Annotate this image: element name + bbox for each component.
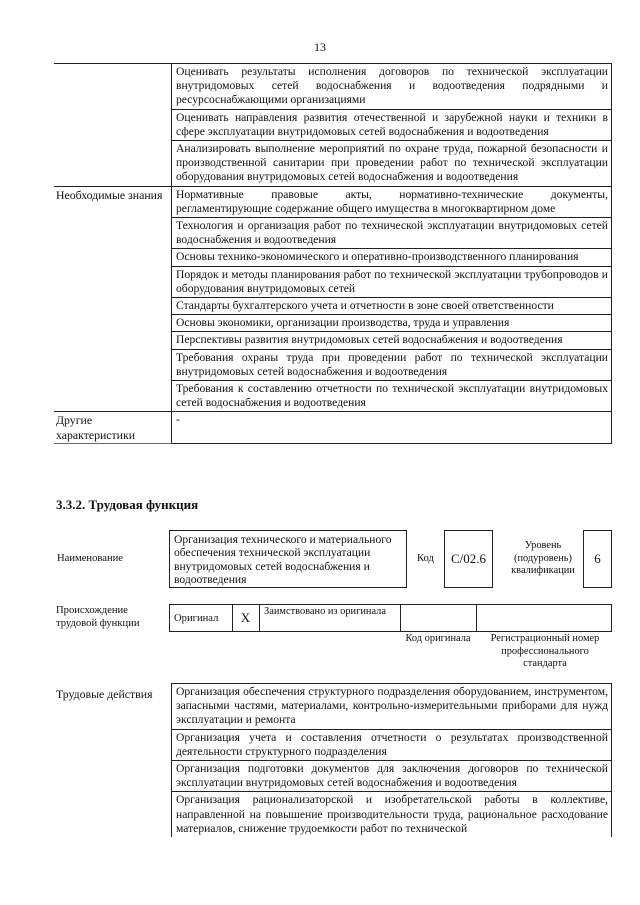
skill-row: Оценивать результаты исполнения договоров по технической эксплуатации внутридомовых сетей водоснабжения и водоотведения подрядными и ресурсоснабжающими организациями (172, 64, 612, 110)
level-value-box: 6 (583, 530, 612, 588)
reg-number-label: Регистрационный номер профессионального стандарта (490, 633, 600, 669)
knowledge-row: Технология и организация работ по технической эксплуатации внутридомовых сетей водоснабжения и водоотведения (172, 218, 612, 249)
knowledge-row: Требования охраны труда при проведении работ по технической эксплуатации внутридомовых сетей водоснабжения и водоотведения (172, 349, 612, 380)
knowledge-row: Нормативные правовые акты, нормативно-технические документы, регламентирующие содержание общего имущества в многоквартирном доме (172, 186, 612, 217)
skills-label-empty (54, 64, 172, 110)
knowledge-row: Требования к составлению отчетности по технической эксплуатации внутридомовых сетей водоснабжения и водоотведения (172, 381, 612, 412)
original-label: Оригинал (174, 613, 219, 624)
borrowed-label: Заимствовано из оригинала (264, 606, 386, 617)
code-label: Код (417, 553, 434, 564)
section-heading: 3.3.2. Трудовая функция (56, 497, 199, 512)
code-original-label: Код оригинала (405, 633, 471, 644)
knowledge-row: Основы экономики, организации производства, труда и управления (172, 315, 612, 332)
other-characteristics-value: - (172, 412, 612, 443)
code-value-box: C/02.6 (444, 530, 493, 588)
origin-label: Происхождение трудовой функции (56, 605, 140, 629)
knowledge-row: Стандарты бухгалтерского учета и отчетности в зоне своей ответственности (172, 298, 612, 315)
knowledge-row: Перспективы развития внутридомовых сетей водоснабжения и водоотведения (172, 332, 612, 349)
skills-knowledge-table (54, 63, 612, 444)
function-name-box: Организация технического и материального обеспечения технической эксплуатации внутридомовых сетей водоснабжения и водоотведения (169, 530, 407, 588)
labor-action-row: Организация рационализаторской и изобретательской работы в коллективе, направленной на повышение производительности труда, рациональное расходование материалов, снижение трудоемкости работ по технической (172, 792, 612, 837)
labor-actions-table (54, 683, 612, 837)
original-mark: X (240, 610, 251, 625)
skill-row: Оценивать направления развития отечественной и зарубежной науки и техники в сфере эксплуатации внутридомовых сетей водоснабжения и водоотведения (172, 109, 612, 140)
level-label: Уровень (подуровень) квалификации (511, 540, 575, 576)
name-label: Наименование (57, 553, 123, 564)
labor-action-row: Организация подготовки документов для заключения договоров по технической эксплуатации внутридомовых сетей водоснабжения и водоотведения (172, 761, 612, 792)
knowledge-row: Порядок и методы планирования работ по технической эксплуатации трубопроводов и оборудования внутридомовых сетей (172, 266, 612, 297)
knowledge-row: Основы технико-экономического и оперативно-производственного планирования (172, 249, 612, 266)
labor-actions-label: Трудовые действия (56, 686, 153, 701)
skill-row: Анализировать выполнение мероприятий по охране труда, пожарной безопасности и производственной санитарии при проведении работ по технической эксплуатации оборудования внутридомовых сетей водоснабжения и водоотведения (172, 141, 612, 187)
labor-action-row: Организация учета и составления отчетности о результатах производственной деятельности структурного подразделения (172, 729, 612, 760)
page-number: 13 (314, 40, 326, 54)
other-characteristics-label: Другие характеристики (54, 412, 172, 443)
knowledge-label: Необходимые знания (54, 186, 172, 217)
labor-action-row: Организация обеспечения структурного подразделения оборудованием, инструментом, запасными частями, материалами, контрольно-измерительными приборами для нужд эксплуатации и ремонта (172, 684, 612, 730)
